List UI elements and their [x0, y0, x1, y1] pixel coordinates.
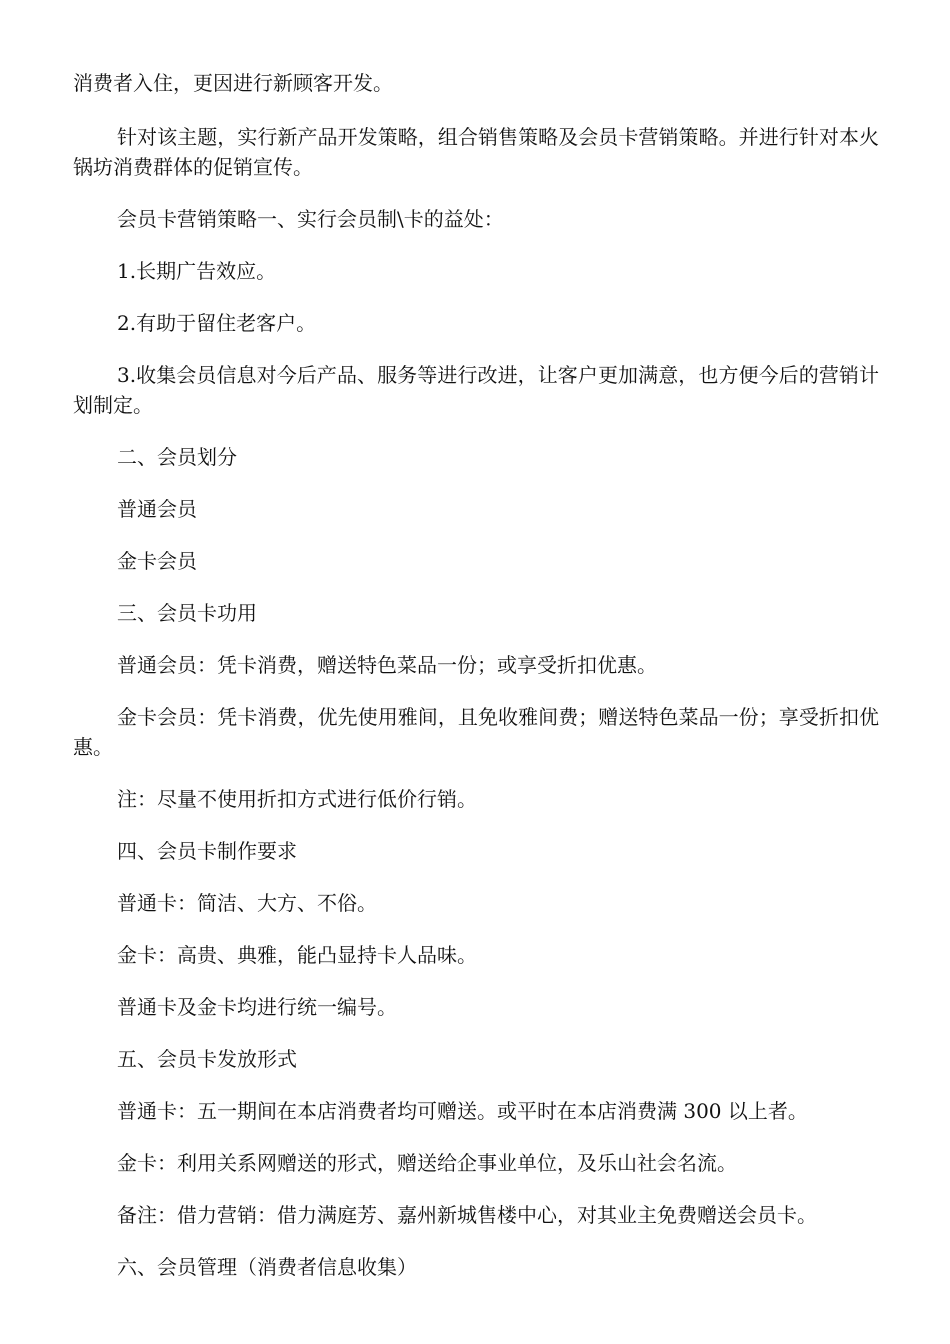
paragraph: 金卡：利用关系网赠送的形式，赠送给企事业单位，及乐山社会名流。 — [117, 1151, 737, 1175]
paragraph: 金卡会员：凭卡消费，优先使用雅间，且免收雅间费；赠送特色菜品一份；享受折扣优惠。 — [73, 705, 879, 759]
list-item: 2.有助于留住老客户。 — [117, 311, 317, 335]
paragraph: 普通会员 — [117, 497, 197, 521]
list-item: 3.收集会员信息对今后产品、服务等进行改进，让客户更加满意，也方便今后的营销计划制定。 — [73, 363, 879, 417]
section-heading: 六、会员管理（消费者信息收集） — [117, 1255, 417, 1279]
section-heading: 会员卡营销策略一、实行会员制\卡的益处： — [117, 207, 504, 231]
list-item: 1.长期广告效应。 — [117, 259, 277, 283]
note: 备注：借力营销：借力满庭芳、嘉州新城售楼中心，对其业主免费赠送会员卡。 — [117, 1203, 817, 1227]
section-heading: 三、会员卡功用 — [117, 601, 257, 625]
paragraph: 针对该主题，实行新产品开发策略，组合销售策略及会员卡营销策略。并进行针对本火锅坊消费群体的促销宣传。 — [73, 125, 879, 179]
document-body — [73, 68, 879, 1304]
paragraph: 普通会员：凭卡消费，赠送特色菜品一份；或享受折扣优惠。 — [117, 653, 657, 677]
section-heading: 五、会员卡发放形式 — [117, 1047, 297, 1071]
paragraph: 普通卡及金卡均进行统一编号。 — [117, 995, 397, 1019]
paragraph: 普通卡：五一期间在本店消费者均可赠送。或平时在本店消费满 300 以上者。 — [117, 1099, 808, 1123]
section-heading: 二、会员划分 — [117, 445, 237, 469]
paragraph: 普通卡：简洁、大方、不俗。 — [117, 891, 377, 915]
paragraph: 消费者入住，更因进行新顾客开发。 — [73, 71, 393, 95]
paragraph: 金卡：高贵、典雅，能凸显持卡人品味。 — [117, 943, 477, 967]
note: 注：尽量不使用折扣方式进行低价行销。 — [117, 787, 477, 811]
paragraph: 金卡会员 — [117, 549, 197, 573]
section-heading: 四、会员卡制作要求 — [117, 839, 297, 863]
